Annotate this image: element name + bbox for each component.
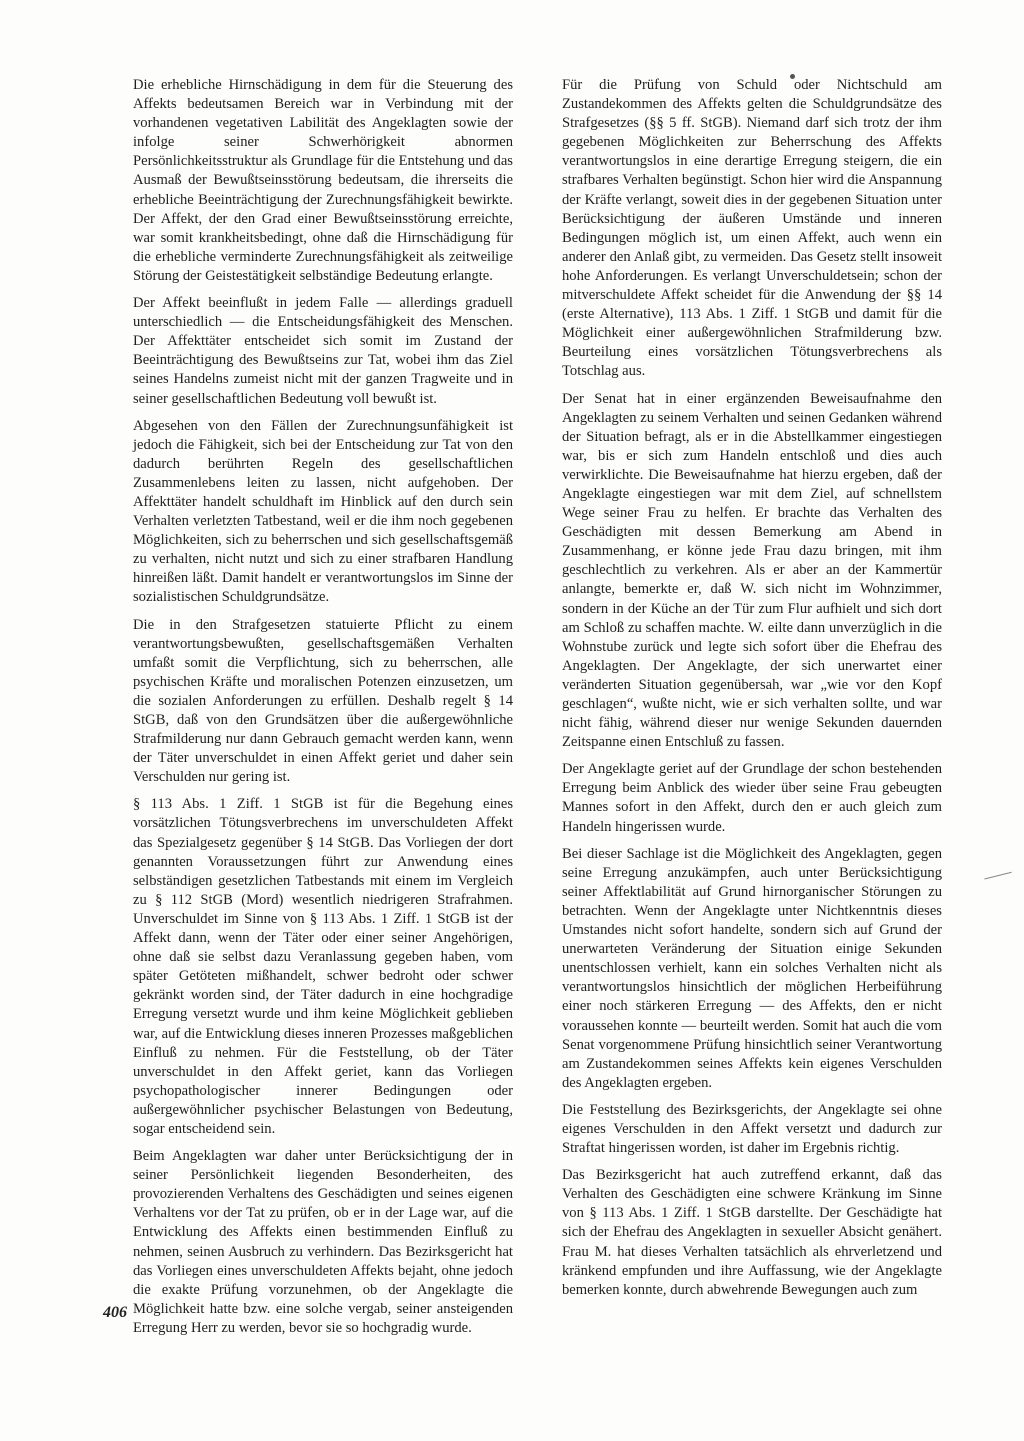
- paragraph: Bei dieser Sachlage ist die Möglichkeit des Angeklagten, gegen seine Erregung anzukämpfen, auch unter Berücksichtigung seiner Affektlabilität auf Grund hirnorganischer Störungen zu betrachten. Wenn der Angeklagte unter Nichtkenntnis dieses Umstandes nicht sofort handelte, sondern sich auf Grund der unerwarteten Veränderung der Situation einige Sekunden unentschlossen verhielt, kann ein solches Verhalten nicht als verantwortungslos hinsichtlich der möglichen Herbeiführung einer noch stärkeren Erregung — des Affekts, den er nicht voraussehen konnte — beurteilt werden. Somit hat auch die vom Senat vorgenommene Prüfung hinsichtlich seiner Verantwortung am Zustandekommen seines Affekts kein eigenes Verschulden des Angeklagten ergeben.: [562, 845, 942, 1091]
- paragraph: Der Senat hat in einer ergänzenden Beweisaufnahme den Angeklagten zu seinem Verhalten und seinen Gedanken während der Situation befragt, als er in die Abstellkammer eingestiegen war, bis er sich zum Handeln entschloß und dies auch verwirklichte. Die Beweisaufnahme hat hierzu ergeben, daß der Angeklagte eingestiegen war mit dem Ziel, auf schnellstem Wege seiner Frau zu helfen. Er brachte das Verhalten des Geschädigten mit dessen Bemerkung am Abend in Zusammenhang, er könne jede Frau dazu bringen, mit ihm geschlechtlich zu verkehren. Als er aber an der Kammertür anlangte, bemerkte er, daß W. sich nicht im Wohnzimmer, sondern in der Küche an der Tür zum Flur aufhielt und sich dort am Schloß zu schaffen machte. W. eilte dann unverzüglich in die Wohnstube zurück und legte sich sofort über die Ehefrau des Angeklagten. Der Angeklagte, der sich unerwartet einer veränderten Situation gegenübersah, war „wie vor den Kopf geschlagen“, wußte nicht, wie er sich verhalten sollte, und war nicht fähig, während dieser nur wenige Sekunden dauernden Zeitspanne einen Entschluß zu fassen.: [562, 390, 942, 751]
- paragraph: Beim Angeklagten war daher unter Berücksichtigung der in seiner Persönlichkeit liegenden Besonderheiten, des provozierenden Verhaltens des Geschädigten und seines eigenen Verhaltens vor der Tat zu prüfen, ob er in der Lage war, auf die Entwicklung des Affekts einen bestimmenden Einfluß zu nehmen, seinen Ausbruch zu verhindern. Das Bezirksgericht hat das Vorliegen eines unverschuldeten Affekts bejaht, ohne jedoch die exakte Prüfung vorzunehmen, ob der Angeklagte die Möglichkeit hatte bzw. eine solche vergab, seiner ansteigenden Erregung Herr zu werden, bevor sie so hochgradig wurde.: [133, 1148, 513, 1336]
- left-column: [133, 76, 513, 1346]
- paragraph: Der Angeklagte geriet auf der Grundlage der schon bestehenden Erregung beim Anblick des wieder über seine Frau gebeugten Mannes sofort in den Affekt, durch den er auch gleich zum Handeln hingerissen wurde.: [562, 761, 942, 835]
- paragraph: Abgesehen von den Fällen der Zurechnungsunfähigkeit ist jedoch die Fähigkeit, sich bei der Entscheidung zur Tat von den dadurch berührten Regeln des gesellschaftlichen Zusammenlebens leiten zu lassen, nicht aufgehoben. Der Affekttäter handelt schuldhaft im Hinblick auf den durch sein Verhalten verletzten Tatbestand, weil er die ihm noch gegebenen Möglichkeiten, sich zu beherrschen und sich gesellschaftsgemäß zu verhalten, nicht nutzt und sich zu einer strafbaren Handlung hinreißen läßt. Damit handelt er verantwortungslos im Sinne der sozialistischen Schuldgrundsätze.: [133, 417, 513, 606]
- paragraph: Die erhebliche Hirnschädigung in dem für die Steuerung des Affekts bedeutsamen Bereich war in Verbindung mit der vorhandenen vegetativen Labilität des Angeklagten sowie der infolge seiner Schwerhörigkeit abnormen Persönlichkeitsstruktur als Grundlage für die Entstehung und das Ausmaß der Bewußtseinsstörung bedeutsam, die ihrerseits die erhebliche Beeinträchtigung der Zurechnungsfähigkeit bewirkte. Der Affekt, der den Grad einer Bewußtseinsstörung erreichte, war somit krankheitsbedingt, ohne daß die Hirnschädigung für die erhebliche verminderte Zurechnungsfähigkeit als zeitweilige Störung der Geistestätigkeit selbständige Bedeutung erlangte.: [133, 77, 513, 284]
- paragraph: Die in den Strafgesetzen statuierte Pflicht zu einem verantwortungsbewußten, gesellschaftsgemäßen Verhalten umfaßt somit die Verpflichtung, sich zu beherrschen, alle psychischen Kräfte und moralischen Potenzen einzusetzen, um die sozialen Anforderungen zu erfüllen. Deshalb regelt § 14 StGB, daß von den Grundsätzen über die außergewöhnliche Strafmilderung nur dann Gebrauch gemacht werden kann, wenn der Täter unverschuldet in einen Affekt geriet und daher sein Verschulden nur gering ist.: [133, 616, 513, 786]
- paragraph: Für die Prüfung von Schuld oder Nichtschuld am Zustandekommen des Affekts gelten die Schuldgrundsätze des Strafgesetzes (§§ 5 ff. StGB). Niemand darf sich trotz der ihm gegebenen Möglichkeiten zur Beherrschung des Affekts verantwortungslos in eine derartige Erregung steigern, die ein strafbares Verhalten begünstigt. Schon hier wird die Anspannung der Kräfte verlangt, soweit dies in der gegebenen Situation unter Berücksichtigung der äußeren Umstände und inneren Bedingungen möglich ist, um einen Affekt, auch wenn ein anderer den Anlaß gibt, zu vermeiden. Das Gesetz stellt insoweit hohe Anforderungen. Es verlangt Unverschuldetsein; schon der mitverschuldete Affekt scheidet für die Anwendung der §§ 14 (erste Alternative), 113 Abs. 1 Ziff. 1 StGB und damit für die Möglichkeit einer außergewöhnlichen Strafmilderung bzw. Beurteilung eines vorsätzlichen Tötungsverbrechens als Totschlag aus.: [562, 77, 942, 380]
- paragraph: Die Feststellung des Bezirksgerichts, der Angeklagte sei ohne eigenes Verschulden in den Affekt versetzt und dadurch zur Straftat hingerissen worden, ist daher im Ergebnis richtig.: [562, 1101, 942, 1157]
- margin-pencil-mark: [984, 872, 1013, 888]
- right-column: [562, 76, 942, 1308]
- paragraph: § 113 Abs. 1 Ziff. 1 StGB ist für die Begehung eines vorsätzlichen Tötungsverbrechens im unverschuldeten Affekt das Spezialgesetz gegenüber § 14 StGB. Das Vorliegen der dort genannten Voraussetzungen führt zur Anwendung eines selbständigen gesetzlichen Tatbestands mit einem im Vergleich zu § 112 StGB (Mord) wesentlich niedrigeren Strafrahmen. Unverschuldet im Sinne von § 113 Abs. 1 Ziff. 1 StGB ist der Affekt dann, wenn der Täter oder einer seiner Angehörigen, ohne daß sie selbst dazu Veranlassung gegeben haben, vom später Getöteten mißhandelt, schwer bedroht oder schwer gekränkt worden sind, der Täter dadurch in eine hochgradige Erregung versetzt wurde und ihm keine Möglichkeit geblieben war, auf die Entwicklung dieses inneren Prozesses maßgeblichen Einfluß zu nehmen. Für die Feststellung, ob der Täter unverschuldet in den Affekt geriet, kann das Vorliegen psychopathologischer innerer Bedingungen oder außergewöhnlicher psychischer Belastungen von Bedeutung, sogar entscheidend sein.: [133, 796, 513, 1137]
- paragraph: Der Affekt beeinflußt in jedem Falle — allerdings graduell unterschiedlich — die Entscheidungsfähigkeit des Menschen. Der Affekttäter entscheidet sich somit im Zustand der Beeinträchtigung des Bewußtseins zur Tat, wobei ihm das Ziel seines Handelns zumeist nicht mit der ganzen Tragweite und in seiner gesellschaftlichen Bedeutung voll bewußt ist.: [133, 295, 513, 407]
- page-number: 406: [103, 1304, 127, 1321]
- paragraph: Das Bezirksgericht hat auch zutreffend erkannt, daß das Verhalten des Geschädigten eine schwere Kränkung im Sinne von § 113 Abs. 1 Ziff. 1 StGB darstellte. Der Geschädigte hat sich der Ehefrau des Angeklagten in sexueller Absicht genähert. Frau M. hat dieses Verhalten tatsächlich als ehrverletzend und kränkend empfunden und ihre Auffassung, wie der Angeklagte bemerken konnte, durch abwehrende Bewegungen auch zum: [562, 1167, 942, 1298]
